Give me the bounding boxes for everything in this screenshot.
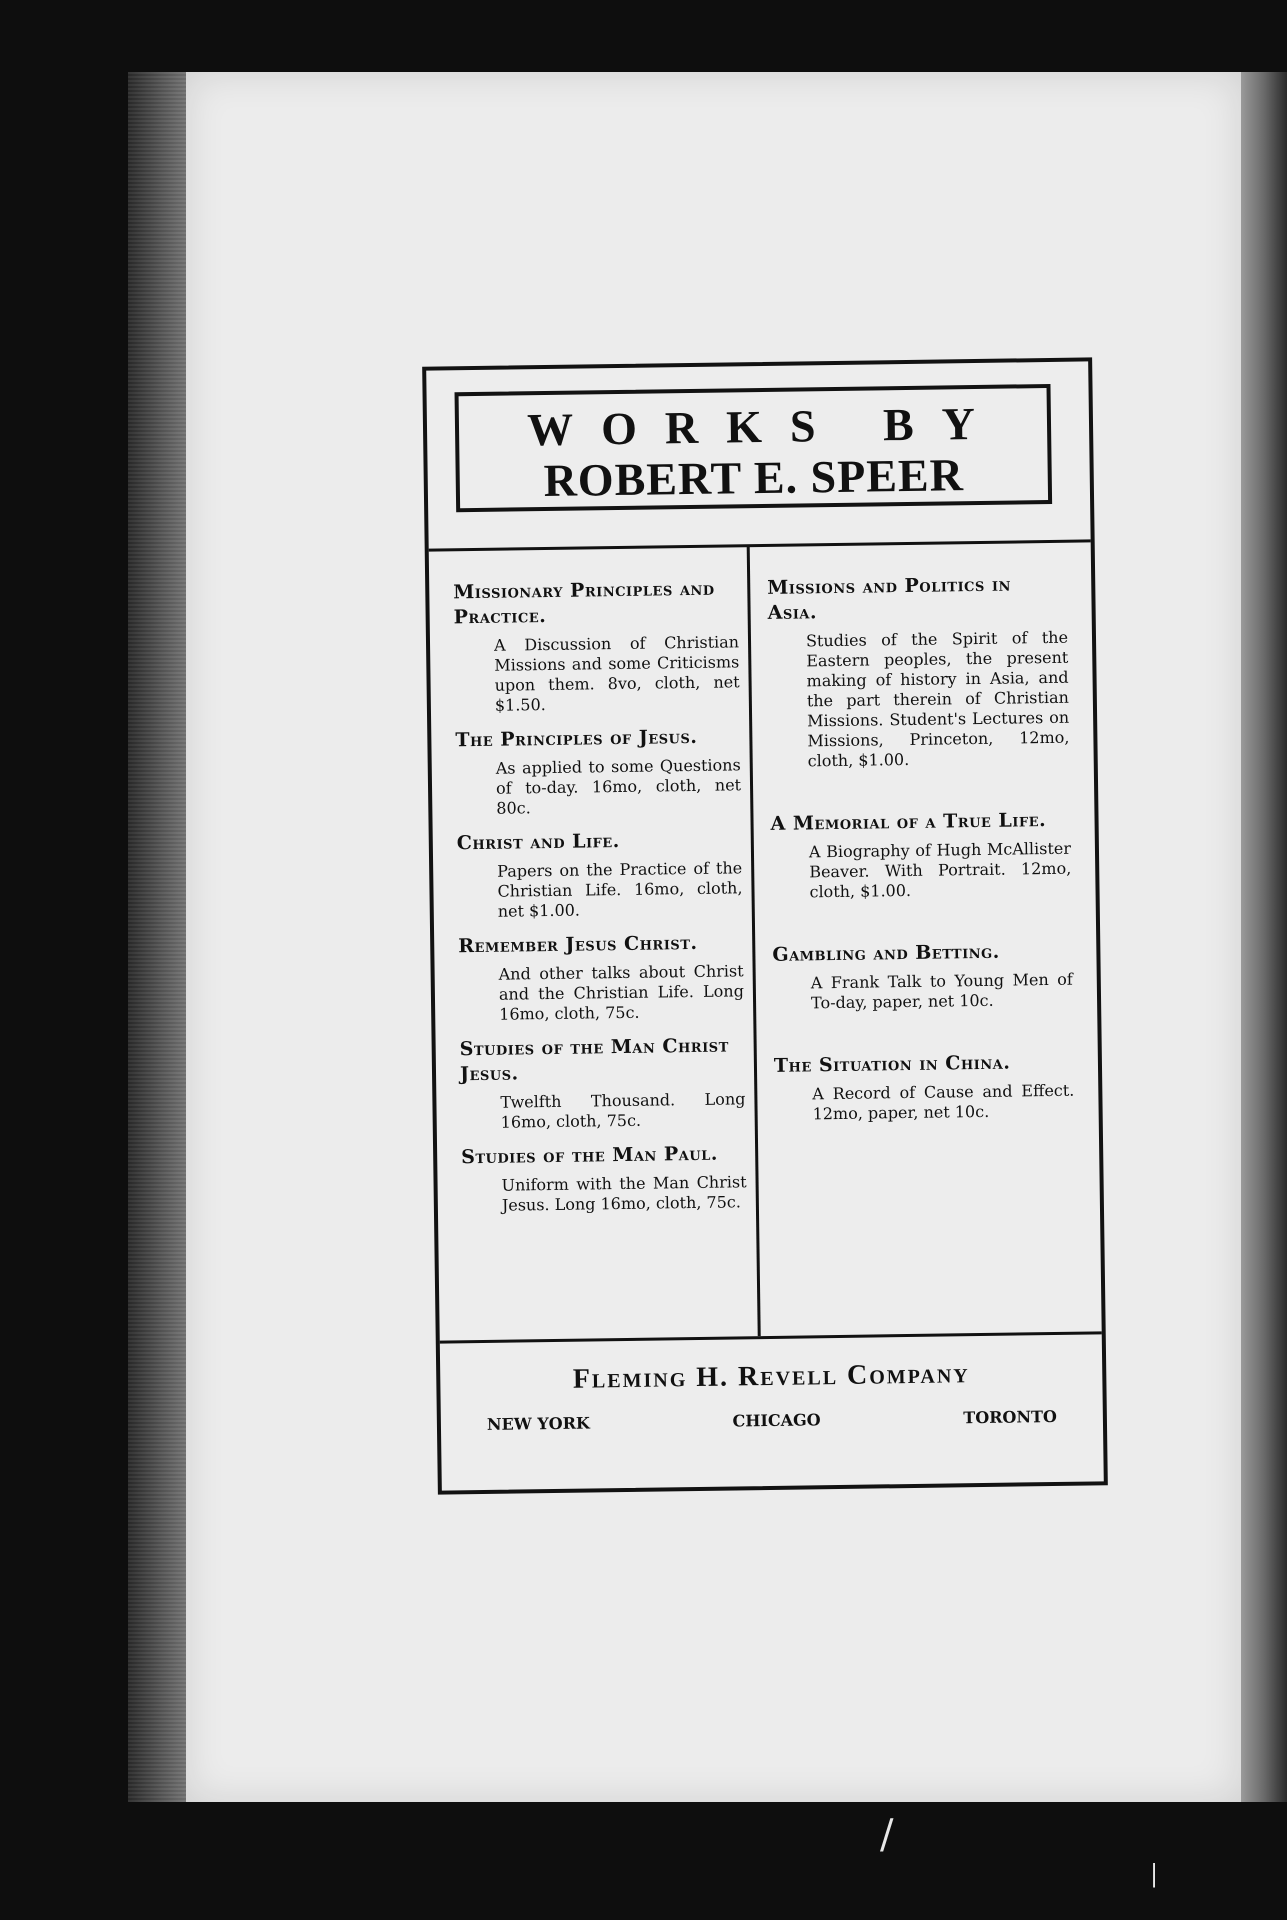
book-description: A Frank Talk to Young Men of To-day, paper, net 10c. (810, 969, 1073, 1013)
book-title: A Memorial of a True Life. (770, 809, 1047, 835)
book-entry (458, 930, 744, 1025)
publisher-name: Fleming H. Revell Company (572, 1358, 970, 1395)
book-description: Studies of the Spirit of the Eastern peoples, the present making of history in Asia, and the part therein of Christian Missions. Student's Lectures on Missions, Princeton, 12mo, cloth, $1.00. (805, 627, 1070, 771)
scan-mark: / (880, 1812, 894, 1858)
bottom-rule (440, 1331, 1102, 1343)
scan-mark: | (1150, 1860, 1159, 1888)
publisher-cities (441, 1388, 1103, 1434)
book-entry (457, 827, 743, 922)
book-entry (770, 808, 1071, 903)
advertisement-frame (422, 357, 1108, 1494)
book-description: A Record of Cause and Effect. 12mo, paper, net 10c. (812, 1080, 1075, 1124)
book-entry (767, 572, 1070, 772)
book-description: And other talks about Christ and the Christian Life. Long 16mo, cloth, 75c. (498, 961, 745, 1024)
book-description: Uniform with the Man Christ Jesus. Long 16mo, cloth, 75c. (501, 1172, 747, 1215)
city-toronto: TORONTO (963, 1406, 1058, 1428)
book-title: Gambling and Betting. (772, 940, 1000, 966)
right-column (767, 572, 1075, 1165)
heading-author: ROBERT E. SPEER (543, 449, 965, 507)
title-box (455, 384, 1053, 512)
book-title: Remember Jesus Christ. (458, 931, 698, 958)
top-rule (429, 539, 1091, 551)
book-entry (460, 1033, 746, 1133)
book-title: The Principles of Jesus. (455, 725, 698, 752)
book-description: A Discussion of Christian Missions and some Criticisms upon them. 8vo, cloth, net $1.50. (493, 632, 740, 715)
book-description: A Biography of Hugh McAllister Beaver. With Portrait. 12mo, cloth, $1.00. (808, 838, 1072, 902)
publisher-footer (440, 1356, 1103, 1434)
book-entry (772, 939, 1073, 1014)
book-title: Studies of the Man Christ Jesus. (459, 1034, 729, 1086)
book-title: Missions and Politics in Asia. (767, 573, 1012, 624)
book-entry (461, 1141, 747, 1216)
city-chicago: CHICAGO (732, 1410, 821, 1431)
book-description: As applied to some Questions of to-day. 16mo, cloth, net 80c. (495, 755, 742, 818)
book-description: Papers on the Practice of the Christian Life. 16mo, cloth, net $1.00. (497, 858, 743, 921)
book-title: Studies of the Man Paul. (461, 1142, 719, 1169)
heading-works-by: WORKS BY (526, 397, 1004, 456)
left-column (453, 576, 747, 1228)
city-new-york: NEW YORK (486, 1413, 590, 1434)
column-divider (747, 546, 761, 1336)
page-edge (1241, 72, 1287, 1802)
book-title: Christ and Life. (456, 830, 620, 855)
book-title: Missionary Principles and Practice. (453, 577, 715, 629)
book-entry (774, 1050, 1075, 1125)
book-entry (455, 724, 741, 819)
book-title: The Situation in China. (773, 1051, 1011, 1077)
book-entry (453, 576, 740, 716)
book-description: Twelfth Thousand. Long 16mo, cloth, 75c. (500, 1089, 746, 1132)
